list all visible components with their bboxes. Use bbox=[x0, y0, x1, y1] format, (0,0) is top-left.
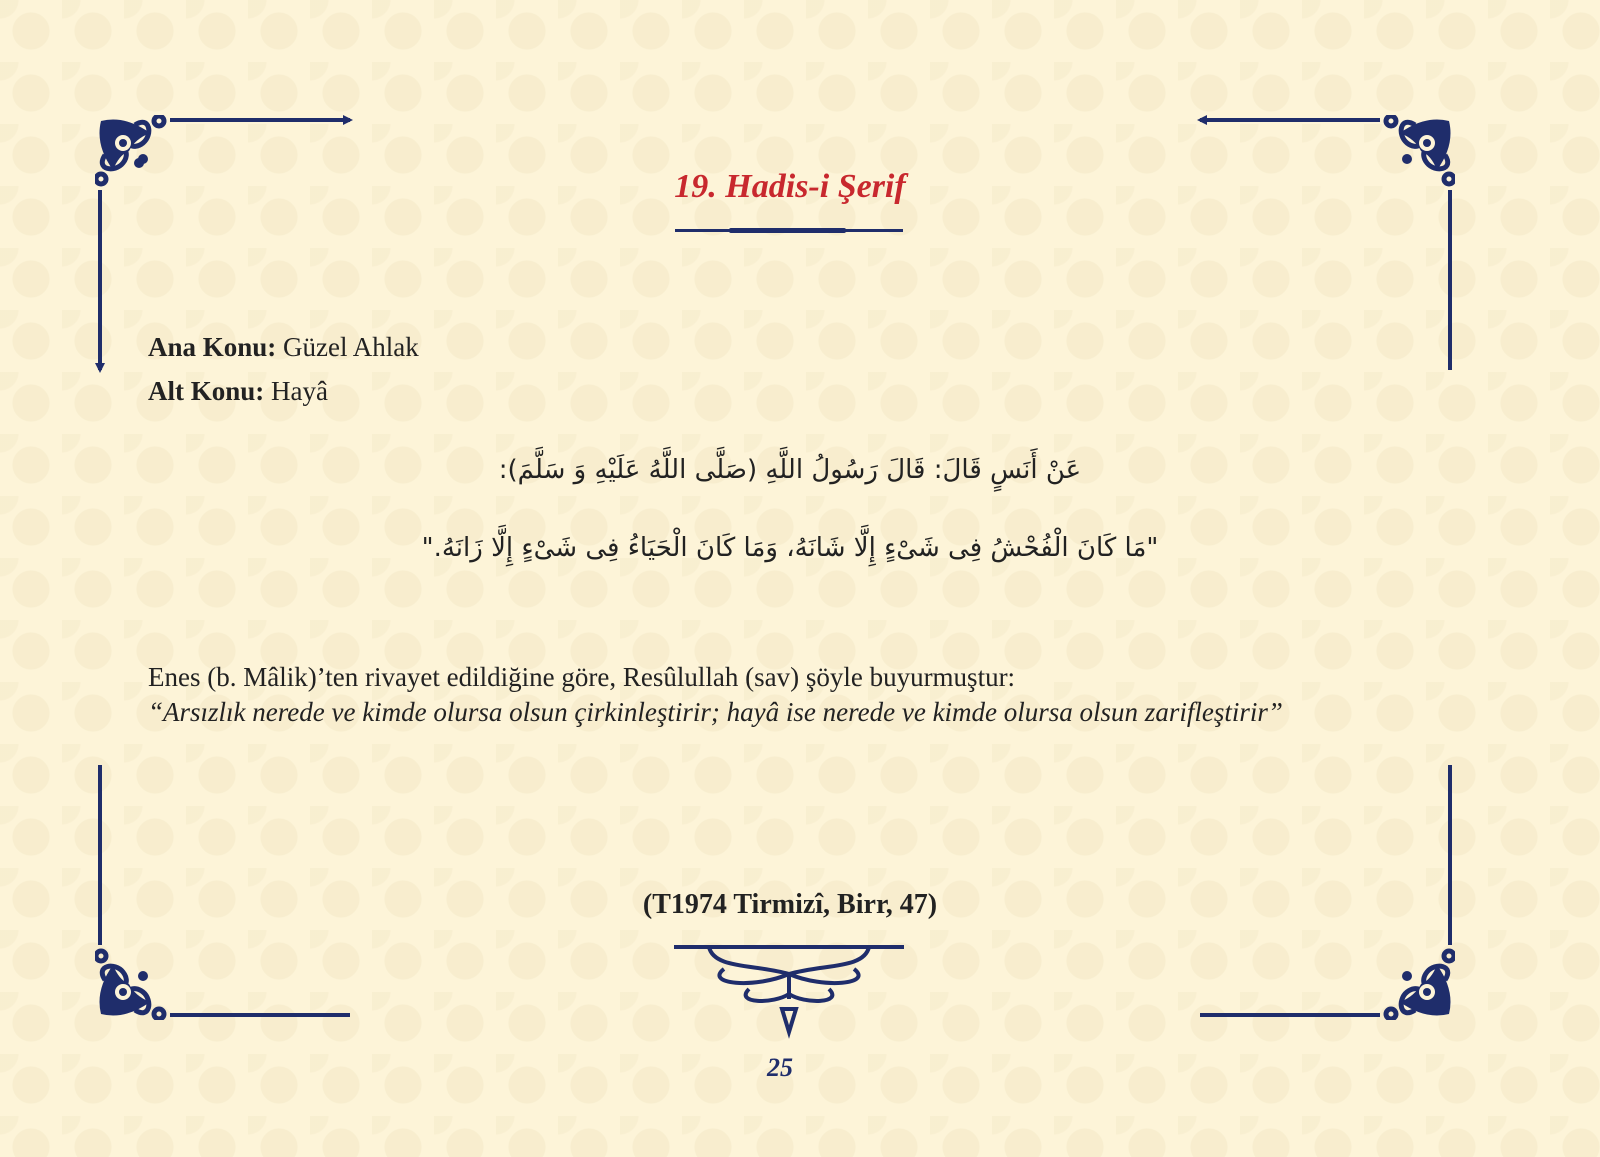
translation-intro: Enes (b. Mâlik)’ten rivayet edildiğine göre, Resûlullah (sav) şöyle buyurmuştur: bbox=[148, 662, 1016, 692]
sub-topic-label: Alt Konu: bbox=[148, 376, 265, 406]
sub-topic-value: Hayâ bbox=[271, 376, 328, 406]
knot-ornament-icon bbox=[674, 944, 904, 1044]
sub-topic bbox=[148, 376, 328, 407]
page-number: 25 bbox=[767, 1053, 793, 1082]
hadith-source-reference: (T1974 Tirmizî, Birr, 47) bbox=[642, 889, 938, 920]
floral-corner-icon bbox=[1195, 115, 1455, 375]
title-divider bbox=[675, 229, 903, 232]
bottom-ornament bbox=[674, 944, 904, 1044]
translation-quote: “Arsızlık nerede ve kimde olursa olsun çirkinleştirir; hayâ ise nerede ve kimde olursa olsun zarifleştirir” bbox=[148, 697, 1283, 727]
main-topic-label: Ana Konu: bbox=[148, 332, 277, 362]
main-topic bbox=[148, 332, 419, 363]
arabic-hadith-text: "مَا كَانَ الْفُحْشُ فِى شَىْءٍ إِلَّا شَانَهُ، وَمَا كَانَ الْحَيَاءُ فِى شَىْءٍ إِلَّا زَانَهُ." bbox=[421, 533, 1159, 563]
arabic-narration-line: عَنْ أَنَسٍ قَالَ: قَالَ رَسُولُ اللَّهِ (صَلَّى اللَّهُ عَلَيْهِ وَ سَلَّمَ): bbox=[498, 455, 1082, 485]
main-topic-value: Güzel Ahlak bbox=[283, 332, 419, 362]
page-title: 19. Hadis-i Şerif bbox=[674, 168, 906, 205]
corner-ornament-top-right bbox=[1195, 115, 1455, 375]
